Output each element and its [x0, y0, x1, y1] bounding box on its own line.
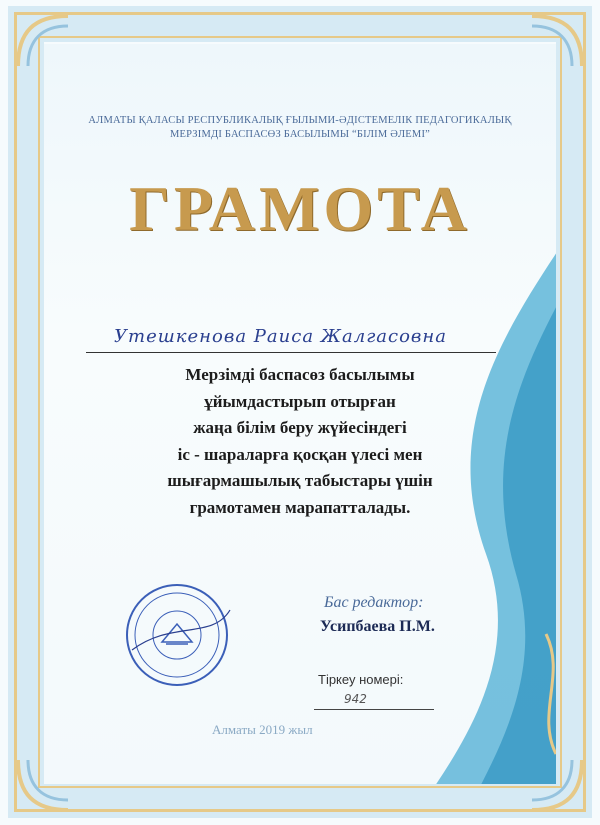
ornament-corner-icon	[528, 756, 586, 814]
award-line: ұйымдастырып отырған	[204, 391, 396, 411]
header-line-1: АЛМАТЫ ҚАЛАСЫ РЕСПУБЛИКАЛЫҚ ҒЫЛЫМИ-ӘДІСТЕМЕЛІК ПЕДАГОГИКАЛЫҚ	[88, 115, 512, 126]
footer-place-year: Алматы 2019 жыл	[212, 722, 313, 737]
award-line: жаңа білім беру жүйесіндегі	[193, 418, 407, 437]
recipient-name: Утешкенова Раиса Жалгасовна	[114, 326, 447, 347]
award-text	[44, 362, 556, 521]
ornament-corner-icon	[528, 12, 586, 70]
editor-name: Усипбаева П.М.	[320, 618, 435, 635]
certificate-body	[44, 44, 556, 784]
award-line: Мерзімді баспасөз басылымы	[185, 365, 415, 384]
editor-label: Бас редактор:	[324, 594, 424, 611]
header-line-2: МЕРЗІМДІ БАСПАСӨЗ БАСЫЛЫМЫ “БІЛІМ ӘЛЕМІ”	[169, 129, 431, 140]
registration-label: Тіркеу номері:	[318, 672, 404, 687]
award-line: шығармашылық табыстары үшін	[167, 471, 433, 490]
registration-number: 942	[344, 692, 367, 706]
certificate-title: ГРАМОТА	[129, 173, 471, 244]
issuer-header	[44, 114, 556, 142]
ornament-corner-icon	[14, 12, 72, 70]
recipient-underline	[86, 352, 496, 353]
award-line: іс - шараларға қосқан үлесі мен	[177, 444, 423, 464]
ornament-corner-icon	[14, 756, 72, 814]
award-line: грамотамен марапатталады.	[189, 497, 411, 517]
round-seal-icon	[122, 580, 232, 690]
registration-underline	[314, 709, 434, 710]
